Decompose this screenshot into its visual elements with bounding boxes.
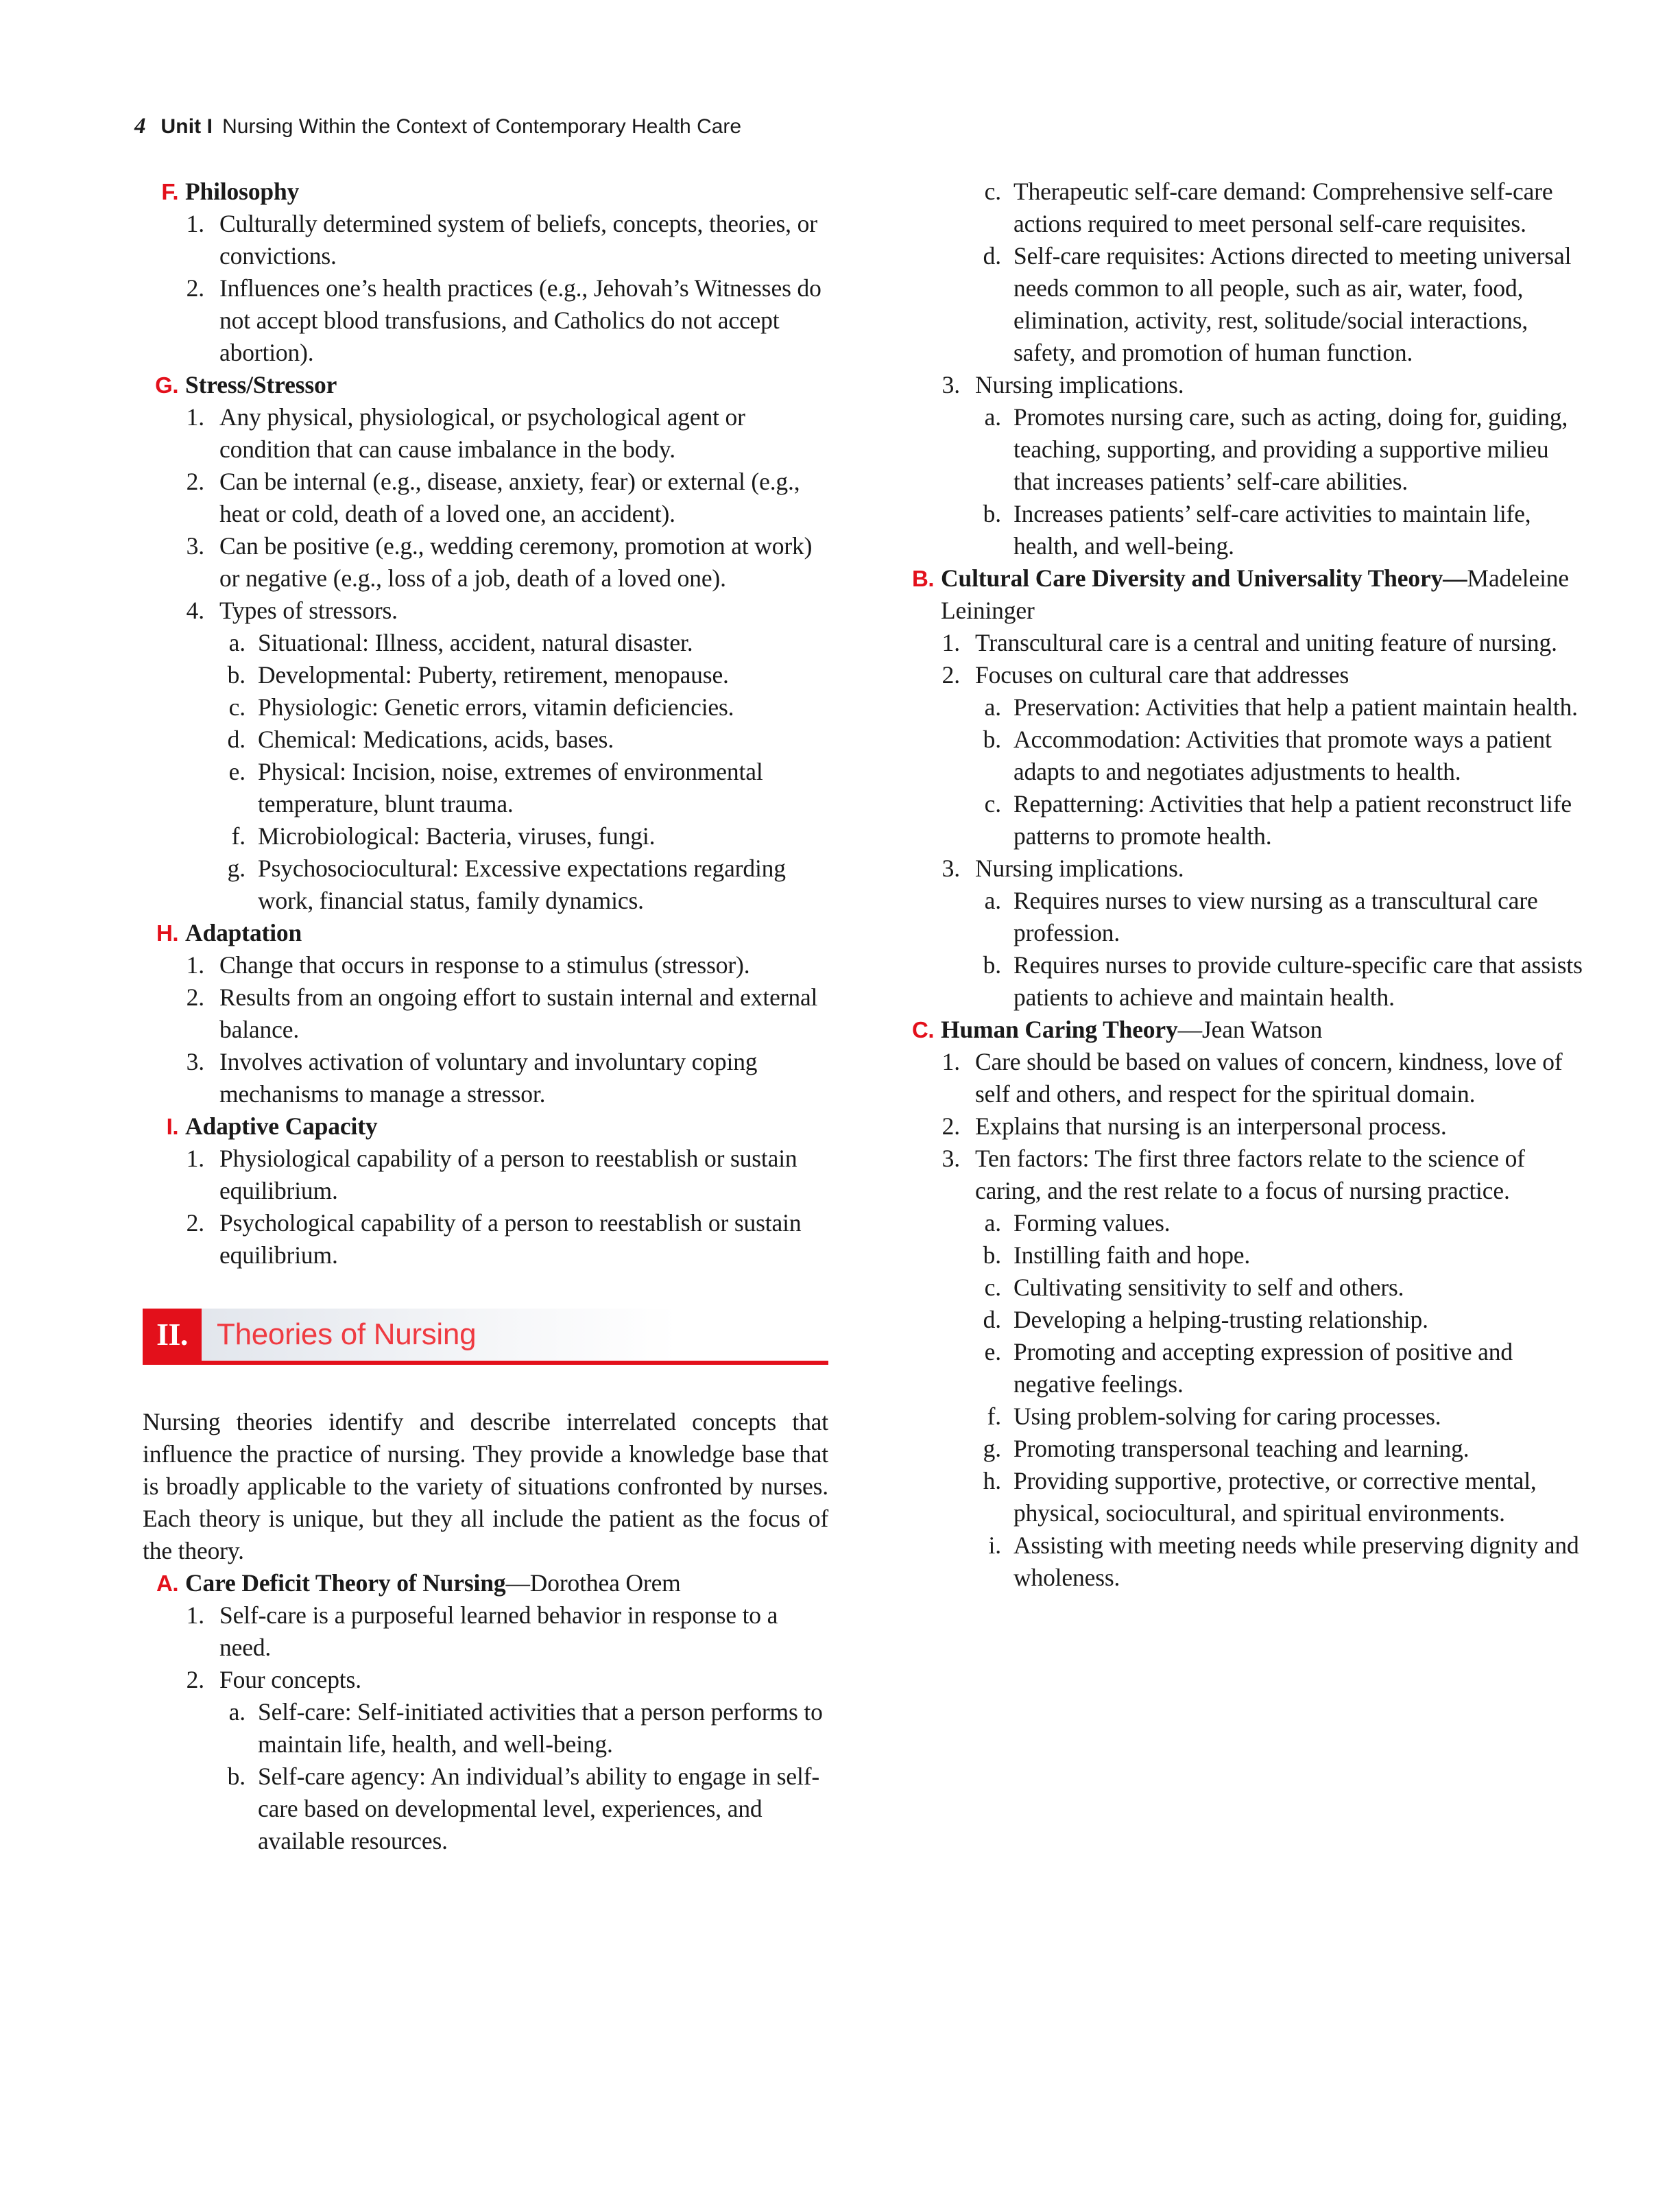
item-text: Nursing implications.: [975, 855, 1184, 882]
subitem-text: Repatterning: Activities that help a patient reconstruct life patterns to promote health.: [1013, 790, 1572, 850]
marker: d.: [227, 726, 245, 753]
marker: b.: [983, 726, 1001, 753]
marker: b.: [227, 1763, 245, 1790]
marker: c.: [984, 178, 1001, 205]
outline-subitem: [143, 1761, 828, 1857]
item-text: Types of stressors.: [219, 597, 398, 624]
marker: 2.: [186, 1666, 204, 1693]
page-number: 4: [134, 114, 146, 139]
marker: 1.: [186, 210, 204, 237]
subitem-text: Therapeutic self-care demand: Comprehensive self-care actions required to meet personal self-care requisites.: [1013, 178, 1553, 237]
marker: C.: [912, 1017, 934, 1042]
item-text: Influences one’s health practices (e.g., Jehovah’s Witnesses do not accept blood transfusions, and Catholics do not accept abortion).: [219, 274, 821, 366]
section-title: Theories of Nursing: [217, 1317, 477, 1351]
heading-text: Stress/Stressor: [185, 371, 337, 398]
item-text: Ten factors: The first three factors relate to the science of caring, and the rest relate to a focus of nursing practice.: [975, 1145, 1525, 1204]
outline-subitem: [898, 1465, 1584, 1529]
subitem-text: Increases patients’ self-care activities to maintain life, health, and well-being.: [1013, 500, 1531, 560]
subitem-text: Developing a helping-trusting relationship.: [1013, 1306, 1428, 1333]
marker: 3.: [941, 371, 960, 398]
marker: b.: [983, 1241, 1001, 1269]
marker: 2.: [941, 1112, 960, 1140]
heading-bold-part: Cultural Care Diversity and Universality Theory—: [941, 564, 1467, 592]
marker: a.: [228, 629, 245, 656]
marker: c.: [228, 693, 245, 721]
item-text: Any physical, physiological, or psychological agent or condition that can cause imbalance in the body.: [219, 403, 745, 463]
subitem-text: Promoting and accepting expression of positive and negative feelings.: [1013, 1338, 1513, 1398]
item-text: Results from an ongoing effort to sustain internal and external balance.: [219, 983, 818, 1043]
outline-item: [898, 1046, 1584, 1110]
item-text: Self-care is a purposeful learned behavior in response to a need.: [219, 1601, 778, 1661]
outline-item: [143, 1664, 828, 1696]
item-text: Focuses on cultural care that addresses: [975, 661, 1349, 689]
outline-item: [143, 208, 828, 272]
subitem-text: Instilling faith and hope.: [1013, 1241, 1251, 1269]
outline-heading-f: [143, 176, 828, 208]
marker: i.: [988, 1531, 1001, 1559]
marker: d.: [983, 1306, 1001, 1333]
section-intro-paragraph: Nursing theories identify and describe interrelated concepts that influence the practice of nursing. They provide a knowledge base that is broadly applicable to the variety of situations confronted by nurses. Each theory is unique, but they all include the patient as the focus of the theory.: [143, 1408, 828, 1564]
marker: F.: [161, 179, 178, 204]
subitem-text: Psychosociocultural: Excessive expectations regarding work, financial status, family dynamics.: [258, 855, 786, 914]
outline-subitem: [898, 401, 1584, 498]
outline-item: [143, 466, 828, 530]
subitem-text: Microbiological: Bacteria, viruses, fungi.: [258, 822, 656, 850]
subitem-text: Self-care agency: An individual’s ability to engage in self-care based on developmental level, experiences, and available resources.: [258, 1763, 820, 1854]
marker: 3.: [941, 1145, 960, 1172]
marker: 3.: [186, 532, 204, 560]
subitem-text: Chemical: Medications, acids, bases.: [258, 726, 614, 753]
outline-item: [143, 595, 828, 627]
subitem-text: Physical: Incision, noise, extremes of environmental temperature, blunt trauma.: [258, 758, 763, 818]
subitem-text: Self-care: Self-initiated activities that a person performs to maintain life, health, and well-being.: [258, 1698, 823, 1758]
outline-heading-b: [898, 562, 1584, 627]
item-text: Psychological capability of a person to reestablish or sustain equilibrium.: [219, 1209, 802, 1269]
subitem-text: Assisting with meeting needs while preserving dignity and wholeness.: [1013, 1531, 1579, 1591]
subitem-text: Self-care requisites: Actions directed to meeting universal needs common to all people, such as air, water, food, elimination, activity, rest, solitude/social interactions, safety, and promotion of human function.: [1013, 242, 1572, 366]
outline-subitem: [898, 788, 1584, 852]
marker: B.: [912, 566, 934, 591]
item-text: Care should be based on values of concern, kindness, love of self and others, and respect for the spiritual domain.: [975, 1048, 1563, 1108]
outline-subitem: [143, 820, 828, 852]
item-text: Change that occurs in response to a stimulus (stressor).: [219, 951, 750, 979]
item-text: Can be positive (e.g., wedding ceremony, promotion at work) or negative (e.g., loss of a job, death of a loved one).: [219, 532, 813, 592]
marker: g.: [983, 1435, 1001, 1462]
marker: 3.: [941, 855, 960, 882]
heading-bold-part: Human Caring Theory: [941, 1016, 1178, 1043]
outline-subitem: [898, 949, 1584, 1014]
outline-subitem: [143, 1696, 828, 1761]
item-text: Culturally determined system of beliefs, concepts, theories, or convictions.: [219, 210, 817, 270]
marker: e.: [228, 758, 245, 785]
outline-subitem: [898, 724, 1584, 788]
subitem-text: Developmental: Puberty, retirement, menopause.: [258, 661, 729, 689]
outline-subitem: [898, 1336, 1584, 1400]
outline-item: [143, 1046, 828, 1110]
outline-subitem: [143, 724, 828, 756]
unit-label: Unit I: [160, 115, 213, 138]
subitem-text: Forming values.: [1013, 1209, 1171, 1237]
outline-item: [143, 401, 828, 466]
marker: A.: [156, 1571, 178, 1596]
outline-item: [898, 1110, 1584, 1143]
heading-author-part: Madeleine Leininger: [941, 564, 1569, 624]
outline-item: [143, 530, 828, 595]
unit-title: Nursing Within the Context of Contemporary Health Care: [222, 115, 742, 138]
marker: 1.: [186, 1145, 204, 1172]
marker: 1.: [941, 1048, 960, 1075]
subitem-text: Requires nurses to provide culture-specific care that assists patients to achieve and maintain health.: [1013, 951, 1583, 1011]
subitem-text: Requires nurses to view nursing as a transcultural care profession.: [1013, 887, 1538, 946]
marker: H.: [156, 920, 178, 946]
outline-subitem: [898, 498, 1584, 562]
outline-subitem: [898, 1529, 1584, 1594]
outline-subitem: [898, 885, 1584, 949]
item-text: Transcultural care is a central and uniting feature of nursing.: [975, 629, 1557, 656]
marker: b.: [983, 951, 1001, 979]
heading-text: [941, 1016, 1322, 1043]
marker: 2.: [941, 661, 960, 689]
marker: a.: [984, 887, 1001, 914]
marker: c.: [984, 1274, 1001, 1301]
marker: d.: [983, 242, 1001, 270]
marker: I.: [166, 1114, 178, 1139]
outline-subitem: [898, 176, 1584, 240]
marker: a.: [228, 1698, 245, 1726]
marker: 4.: [186, 597, 204, 624]
section-number: II.: [143, 1309, 202, 1361]
marker: 1.: [186, 951, 204, 979]
subitem-text: Using problem-solving for caring processes.: [1013, 1403, 1441, 1430]
subitem-text: Physiologic: Genetic errors, vitamin deficiencies.: [258, 693, 734, 721]
item-text: Four concepts.: [219, 1666, 361, 1693]
marker: f.: [987, 1403, 1001, 1430]
marker: h.: [983, 1467, 1001, 1494]
outline-item: [143, 981, 828, 1046]
marker: b.: [983, 500, 1001, 527]
marker: G.: [155, 372, 178, 398]
heading-bold-part: Care Deficit Theory of Nursing: [185, 1569, 506, 1597]
outline-item: [898, 627, 1584, 659]
marker: 2.: [186, 1209, 204, 1237]
outline-heading-c: [898, 1014, 1584, 1046]
subitem-text: Promoting transpersonal teaching and learning.: [1013, 1435, 1469, 1462]
heading-text: Adaptation: [185, 919, 302, 946]
outline-subitem: [898, 1304, 1584, 1336]
item-text: Nursing implications.: [975, 371, 1184, 398]
outline-subitem: [898, 691, 1584, 724]
marker: 2.: [186, 983, 204, 1011]
outline-subitem: [898, 1433, 1584, 1465]
marker: g.: [227, 855, 245, 882]
heading-author-part: —Dorothea Orem: [505, 1569, 681, 1597]
left-column: [143, 176, 828, 1857]
marker: a.: [984, 1209, 1001, 1237]
heading-text: Philosophy: [185, 178, 300, 205]
marker: 1.: [941, 629, 960, 656]
outline-subitem: [898, 1239, 1584, 1272]
outline-item: [143, 949, 828, 981]
marker: 1.: [186, 403, 204, 431]
marker: b.: [227, 661, 245, 689]
marker: a.: [984, 693, 1001, 721]
outline-heading-g: [143, 369, 828, 401]
item-text: Explains that nursing is an interpersonal process.: [975, 1112, 1447, 1140]
outline-subitem: [143, 756, 828, 820]
item-text: Can be internal (e.g., disease, anxiety, fear) or external (e.g., heat or cold, death of a loved one, an accident).: [219, 468, 800, 527]
outline-heading-h: [143, 917, 828, 949]
marker: a.: [984, 403, 1001, 431]
outline-item: [143, 1207, 828, 1272]
outline-item: [143, 272, 828, 369]
subitem-text: Providing supportive, protective, or corrective mental, physical, sociocultural, and spiritual environments.: [1013, 1467, 1537, 1527]
item-text: Involves activation of voluntary and involuntary coping mechanisms to manage a stressor.: [219, 1048, 758, 1108]
outline-item: [898, 369, 1584, 401]
subitem-text: Promotes nursing care, such as acting, doing for, guiding, teaching, supporting, and providing a supportive milieu that increases patients’ self-care abilities.: [1013, 403, 1568, 495]
marker: 2.: [186, 274, 204, 302]
outline-subitem: [143, 627, 828, 659]
outline-subitem: [898, 1207, 1584, 1239]
body-columns: [0, 176, 1680, 2164]
subitem-text: Accommodation: Activities that promote ways a patient adapts to and negotiates adjustments to health.: [1013, 726, 1552, 785]
outline-item: [143, 1143, 828, 1207]
subitem-text: Situational: Illness, accident, natural disaster.: [258, 629, 693, 656]
marker: c.: [984, 790, 1001, 818]
item-text: Physiological capability of a person to reestablish or sustain equilibrium.: [219, 1145, 797, 1204]
marker: 1.: [186, 1601, 204, 1629]
outline-subitem: [898, 1272, 1584, 1304]
outline-item: [143, 1599, 828, 1664]
outline-heading-i: [143, 1110, 828, 1143]
outline-subitem: [898, 240, 1584, 369]
marker: 2.: [186, 468, 204, 495]
outline-item: [898, 659, 1584, 691]
subitem-text: Preservation: Activities that help a patient maintain health.: [1013, 693, 1578, 721]
outline-subitem: [143, 852, 828, 917]
marker: e.: [984, 1338, 1001, 1365]
section-heading-banner: [143, 1309, 828, 1372]
marker: 3.: [186, 1048, 204, 1075]
heading-text: Adaptive Capacity: [185, 1112, 378, 1140]
outline-subitem: [143, 659, 828, 691]
running-head: [134, 114, 741, 139]
outline-subitem: [898, 1400, 1584, 1433]
section-rule: [143, 1361, 828, 1365]
marker: f.: [231, 822, 245, 850]
outline-item: [898, 1143, 1584, 1207]
subitem-text: Cultivating sensitivity to self and others.: [1013, 1274, 1404, 1301]
heading-text: [185, 1569, 681, 1597]
right-column: [898, 176, 1584, 1594]
outline-item: [898, 852, 1584, 885]
heading-author-part: —Jean Watson: [1177, 1016, 1323, 1043]
outline-subitem: [143, 691, 828, 724]
outline-heading-a: [143, 1567, 828, 1599]
heading-text: [941, 564, 1569, 624]
